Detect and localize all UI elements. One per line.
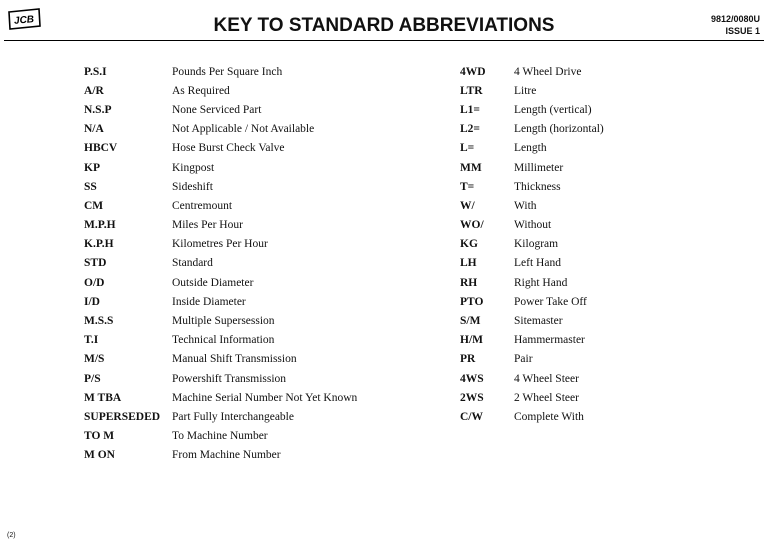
abbreviation-code: P.S.I bbox=[84, 65, 107, 78]
abbreviation-code: L= bbox=[460, 142, 475, 155]
abbreviation-row bbox=[84, 369, 357, 388]
abbreviation-code: W/ bbox=[460, 199, 475, 212]
abbreviation-row bbox=[460, 331, 604, 350]
abbreviation-code: C/W bbox=[460, 410, 483, 423]
abbreviation-row bbox=[460, 369, 604, 388]
abbreviation-meaning: Not Applicable / Not Available bbox=[172, 123, 315, 136]
abbreviation-code: L2= bbox=[460, 123, 480, 136]
abbreviation-row bbox=[460, 100, 604, 119]
abbreviation-code: A/R bbox=[84, 84, 104, 97]
abbreviation-meaning: 4 Wheel Drive bbox=[514, 65, 582, 78]
abbreviation-code: N.S.P bbox=[84, 103, 112, 116]
abbreviation-meaning: From Machine Number bbox=[172, 449, 281, 462]
abbreviation-meaning: Powershift Transmission bbox=[172, 372, 287, 385]
abbreviation-row bbox=[460, 216, 604, 235]
abbreviation-code: 4WS bbox=[460, 372, 484, 385]
abbreviation-meaning: Left Hand bbox=[514, 257, 561, 270]
abbreviation-code: WO/ bbox=[460, 219, 484, 232]
abbreviation-row bbox=[84, 81, 357, 100]
abbreviation-meaning: Pounds Per Square Inch bbox=[172, 65, 283, 78]
abbreviation-meaning: Technical Information bbox=[172, 334, 275, 347]
abbreviation-code: SS bbox=[84, 180, 97, 193]
abbreviation-row bbox=[84, 292, 357, 311]
abbreviation-meaning: Length (horizontal) bbox=[514, 123, 604, 136]
abbreviation-row bbox=[84, 216, 357, 235]
abbreviation-meaning: To Machine Number bbox=[172, 430, 268, 443]
abbreviation-row bbox=[84, 350, 357, 369]
document-reference bbox=[711, 13, 760, 37]
abbreviation-row bbox=[84, 427, 357, 446]
document-number: 9812/0080U bbox=[710, 14, 760, 24]
abbreviation-code: O/D bbox=[84, 276, 105, 289]
abbreviation-code: PTO bbox=[460, 295, 484, 308]
header-divider bbox=[4, 40, 764, 41]
abbreviation-row bbox=[84, 139, 357, 158]
abbreviation-meaning: Power Take Off bbox=[514, 295, 587, 308]
abbreviation-row bbox=[460, 388, 604, 407]
abbreviation-code: TO M bbox=[84, 430, 115, 443]
abbreviation-row bbox=[84, 100, 357, 119]
abbreviation-code: HBCV bbox=[84, 142, 118, 155]
abbreviation-row bbox=[84, 388, 357, 407]
abbreviation-meaning: Millimeter bbox=[514, 161, 564, 174]
abbreviation-row bbox=[460, 177, 604, 196]
abbreviation-code: LTR bbox=[460, 84, 483, 97]
abbreviation-row bbox=[84, 62, 357, 81]
abbreviation-meaning: Standard bbox=[172, 257, 213, 270]
abbreviation-meaning: Part Fully Interchangeable bbox=[172, 410, 294, 423]
abbreviation-code: KG bbox=[460, 238, 478, 251]
abbreviation-meaning: Manual Shift Transmission bbox=[172, 353, 297, 366]
abbreviation-meaning: Kilometres Per Hour bbox=[172, 238, 268, 251]
abbreviation-row bbox=[84, 407, 357, 426]
abbreviation-row bbox=[460, 139, 604, 158]
abbreviation-meaning: Length (vertical) bbox=[514, 103, 592, 116]
abbreviation-code: M ON bbox=[84, 449, 115, 462]
abbreviation-code: K.P.H bbox=[84, 238, 114, 251]
abbreviation-row bbox=[84, 158, 357, 177]
abbreviation-meaning: Sitemaster bbox=[514, 315, 563, 328]
abbreviation-meaning: With bbox=[514, 199, 537, 212]
abbreviation-meaning: 4 Wheel Steer bbox=[514, 372, 579, 385]
abbreviation-code: I/D bbox=[84, 295, 100, 308]
abbreviation-meaning: Outside Diameter bbox=[172, 276, 254, 289]
abbreviation-row bbox=[460, 196, 604, 215]
abbreviation-row bbox=[84, 273, 357, 292]
svg-text:JCB: JCB bbox=[13, 14, 35, 27]
abbreviation-meaning: Sideshift bbox=[172, 180, 213, 193]
issue-label: ISSUE 1 bbox=[725, 26, 760, 36]
abbreviation-meaning: Thickness bbox=[514, 180, 561, 193]
abbreviation-row bbox=[84, 446, 357, 465]
abbreviation-code: N/A bbox=[84, 123, 104, 136]
abbreviation-code: 4WD bbox=[460, 65, 486, 78]
abbreviations-left-column bbox=[84, 62, 357, 465]
abbreviation-meaning: Inside Diameter bbox=[172, 295, 246, 308]
abbreviation-row bbox=[84, 331, 357, 350]
abbreviation-row bbox=[460, 62, 604, 81]
abbreviation-code: M TBA bbox=[84, 391, 122, 404]
abbreviation-row bbox=[84, 120, 357, 139]
abbreviation-meaning: Machine Serial Number Not Yet Known bbox=[172, 391, 358, 404]
abbreviation-meaning: 2 Wheel Steer bbox=[514, 391, 579, 404]
page-title: KEY TO STANDARD ABBREVIATIONS bbox=[213, 15, 555, 36]
abbreviation-row bbox=[460, 292, 604, 311]
abbreviation-row bbox=[460, 350, 604, 369]
abbreviation-row bbox=[460, 120, 604, 139]
abbreviation-code: T= bbox=[460, 180, 475, 193]
abbreviation-code: STD bbox=[84, 257, 107, 270]
abbreviation-meaning: Length bbox=[514, 142, 547, 155]
abbreviation-row bbox=[84, 196, 357, 215]
abbreviation-row bbox=[460, 273, 604, 292]
abbreviation-meaning: As Required bbox=[172, 84, 230, 97]
abbreviation-meaning: Miles Per Hour bbox=[172, 219, 243, 232]
abbreviation-row bbox=[460, 254, 604, 273]
abbreviation-code: M.S.S bbox=[84, 315, 114, 328]
abbreviation-code: LH bbox=[460, 257, 477, 270]
abbreviation-row bbox=[460, 81, 604, 100]
abbreviation-row bbox=[84, 311, 357, 330]
abbreviation-code: 2WS bbox=[460, 391, 484, 404]
abbreviation-row bbox=[460, 235, 604, 254]
abbreviation-row bbox=[460, 158, 604, 177]
abbreviation-code: CM bbox=[84, 199, 104, 212]
abbreviation-row bbox=[84, 177, 357, 196]
abbreviation-meaning: None Serviced Part bbox=[172, 103, 262, 116]
abbreviation-meaning: Without bbox=[514, 219, 552, 232]
abbreviation-meaning: Kilogram bbox=[514, 238, 559, 251]
abbreviation-code: T.I bbox=[84, 334, 99, 347]
abbreviation-meaning: Right Hand bbox=[514, 276, 568, 289]
abbreviation-code: L1= bbox=[460, 103, 480, 116]
abbreviation-meaning: Pair bbox=[514, 353, 533, 366]
abbreviation-row bbox=[460, 407, 604, 426]
abbreviation-meaning: Hammermaster bbox=[514, 334, 585, 347]
abbreviation-code: SUPERSEDED bbox=[84, 410, 161, 423]
abbreviation-meaning: Litre bbox=[514, 84, 537, 97]
abbreviation-code: P/S bbox=[84, 372, 101, 385]
abbreviation-meaning: Kingpost bbox=[172, 161, 215, 174]
abbreviation-code: PR bbox=[460, 353, 476, 366]
abbreviation-meaning: Hose Burst Check Valve bbox=[172, 142, 285, 155]
abbreviation-row bbox=[84, 254, 357, 273]
abbreviation-meaning: Centremount bbox=[172, 199, 233, 212]
abbreviation-code: RH bbox=[460, 276, 478, 289]
abbreviation-code: M.P.H bbox=[84, 219, 116, 232]
abbreviation-code: H/M bbox=[460, 334, 483, 347]
abbreviation-meaning: Complete With bbox=[514, 410, 584, 423]
abbreviation-code: S/M bbox=[460, 315, 481, 328]
abbreviation-row bbox=[84, 235, 357, 254]
abbreviation-code: M/S bbox=[84, 353, 105, 366]
abbreviations-right-column bbox=[460, 62, 604, 427]
page-number: (2) bbox=[7, 532, 16, 539]
abbreviation-code: KP bbox=[84, 161, 100, 174]
abbreviation-row bbox=[460, 311, 604, 330]
abbreviation-meaning: Multiple Supersession bbox=[172, 315, 275, 328]
abbreviation-code: MM bbox=[460, 161, 482, 174]
